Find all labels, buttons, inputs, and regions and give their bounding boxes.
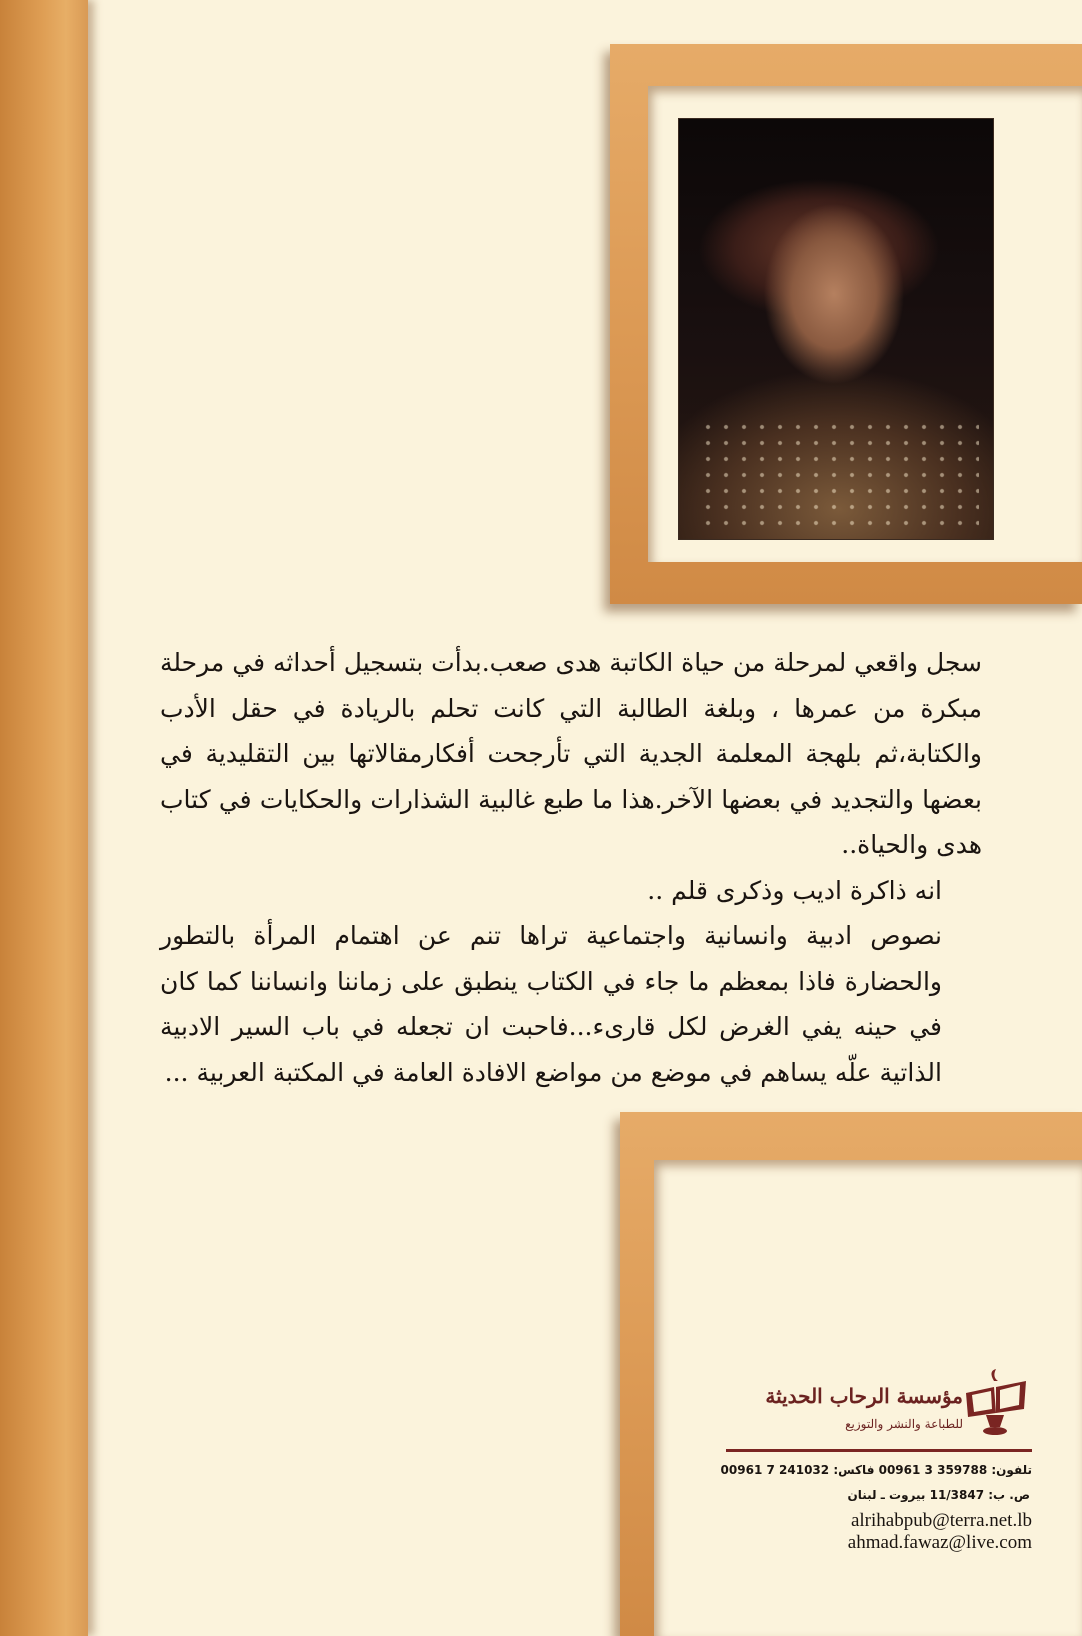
blurb-text bbox=[160, 640, 982, 1095]
open-book-torch-icon bbox=[966, 1369, 1026, 1435]
blurb-paragraph-1: سجل واقعي لمرحلة من حياة الكاتبة هدى صعب.بدأت بتسجيل أحداثه في مرحلة مبكرة من عمرها ، وبلغة الطالبة التي كانت تحلم بالريادة في حقل الأدب والكتابة،ثم بلهجة المعلمة الجدية التي تأرجحت أفكارمقالاتها بين التقليدية في بعضها والتجديد في بعضها الآخر.هذا ما طبع غالبية الشذارات والحكايات في كتاب هدى والحياة.. bbox=[160, 648, 982, 859]
publisher-po-box: ص. ب: 11/3847 بيروت ـ لبنان bbox=[847, 1488, 1030, 1502]
publisher-name: مؤسسة الرحاب الحديثة bbox=[765, 1384, 963, 1408]
dress-sparkle-pattern bbox=[699, 419, 979, 529]
publisher-divider bbox=[726, 1449, 1032, 1452]
blurb-paragraph-2: انه ذاكرة اديب وذكرى قلم .. bbox=[647, 875, 942, 905]
blurb-paragraph-3: نصوص ادبية وانسانية واجتماعية تراها تنم عن اهتمام المرأة بالتطور والحضارة فاذا بمعظم ما جاء في الكتاب ينطبق على زماننا وانساننا كما كان في حينه يفي الغرض لكل قارىء...فاحبت ان تجعله في باب السير الادبية الذاتية علّه يساهم في موضع من مواضع الافادة العامة في المكتبة العربية ... bbox=[160, 921, 942, 1087]
publisher-email-1[interactable]: alrihabpub@terra.net.lb bbox=[850, 1510, 1032, 1531]
left-orange-band bbox=[0, 0, 88, 1636]
publisher-phone-fax: تلفون: 359788 3 00961 فاكس: 241032 7 00961 bbox=[720, 1463, 1032, 1477]
author-photo bbox=[678, 118, 994, 540]
publisher-tagline: للطباعة والنشر والتوزيع bbox=[845, 1417, 963, 1431]
publisher-email-2[interactable]: ahmad.fawaz@live.com bbox=[847, 1532, 1032, 1553]
